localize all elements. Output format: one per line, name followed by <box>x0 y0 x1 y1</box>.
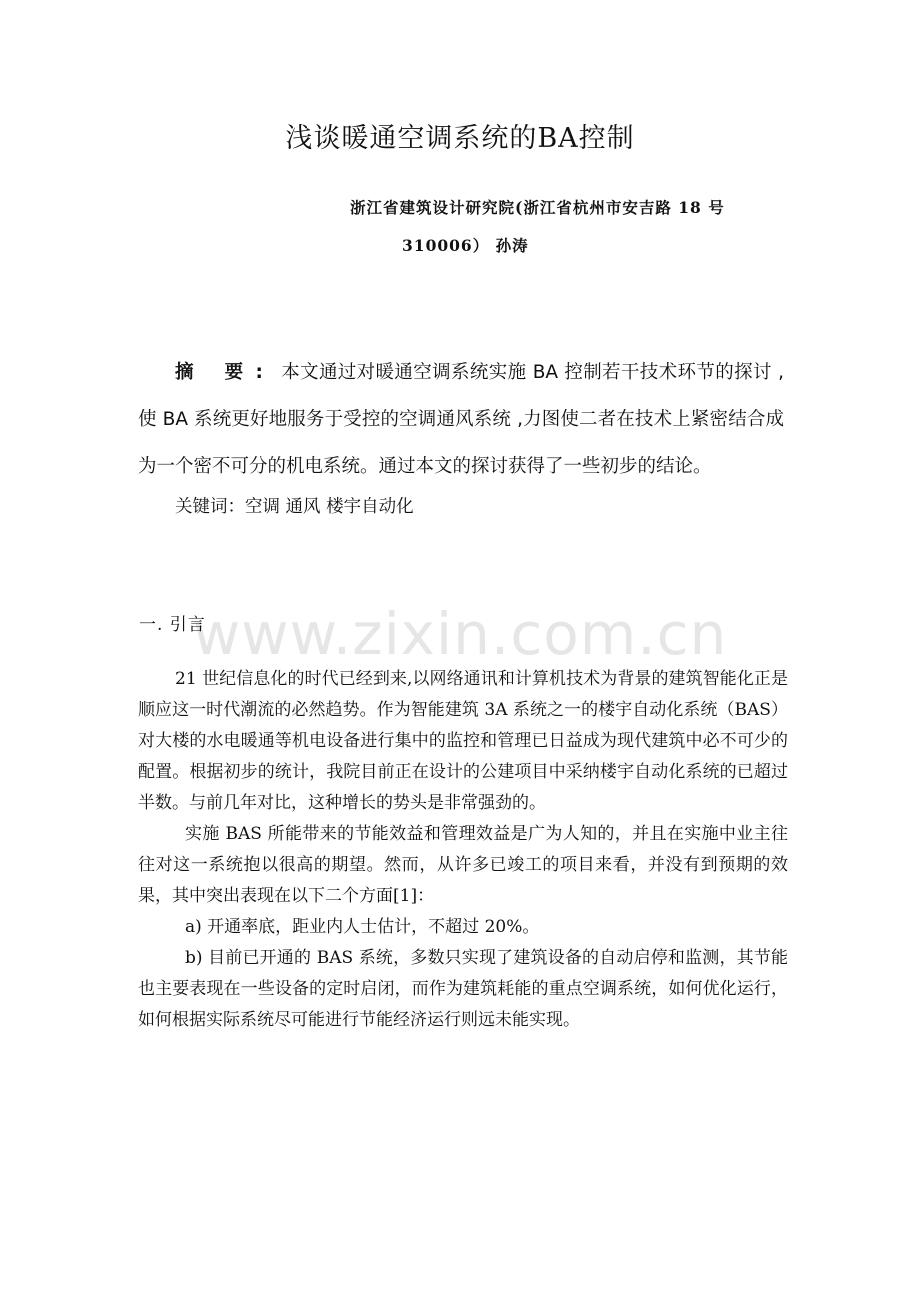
watermark: www.zixin.com.cn <box>192 600 728 668</box>
abstract-label: 摘 要: <box>175 362 275 383</box>
body-text <box>138 664 788 1036</box>
abstract-paragraph <box>138 349 784 490</box>
body-paragraph-1: 21 世纪信息化的时代已经到来,以网络通讯和计算机技术为背景的建筑智能化正是顺应这一时代潮流的必然趋势。作为智能建筑 3A 系统之一的楼宇自动化系统（BAS）对大楼的水电暖通等机电设备进行集中的监控和管理已日益成为现代建筑中必不可少的配置。根据初步的统计，我院目前正在设计的公建项目中采纳楼宇自动化系统的已超过半数。与前几年对比，这种增长的势头是非常强劲的。 <box>138 669 788 813</box>
abstract-text: 本文通过对暖通空调系统实施 BA 控制若干技术环节的探讨 ,使 BA 系统更好地服务于受控的空调通风系统 ,力图使二者在技术上紧密结合成为一个密不可分的机电系统。通过本文的探讨获得了一些初步的结论。 <box>138 362 784 477</box>
document-title: 浅谈暖通空调系统的BA控制 <box>285 123 635 154</box>
affiliation-line-2: 310006） 孙涛 <box>402 236 529 255</box>
keywords-line: 关键词：空调 通风 楼宇自动化 <box>175 497 414 517</box>
affiliation-line-1: 浙江省建筑设计研究院(浙江省杭州市安吉路 18 号 <box>350 198 725 217</box>
list-item-a: a) 开通率底，距业内人士估计，不超过 20%。 <box>185 917 540 937</box>
list-item-b: b) 目前已开通的 BAS 系统，多数只实现了建筑设备的自动启停和监测，其节能也主要表现在一些设备的定时启闭，而作为建筑耗能的重点空调系统，如何优化运行，如何根据实际系统尽可能进行节能经济运行则远未能实现。 <box>138 948 788 1030</box>
body-paragraph-2: 实施 BAS 所能带来的节能效益和管理效益是广为人知的，并且在实施中业主往往对这一系统抱以很高的期望。然而，从许多已竣工的项目来看，并没有到预期的效果，其中突出表现在以下二个方面[1]： <box>138 824 788 906</box>
section-heading-introduction: 一. 引言 <box>139 615 206 635</box>
